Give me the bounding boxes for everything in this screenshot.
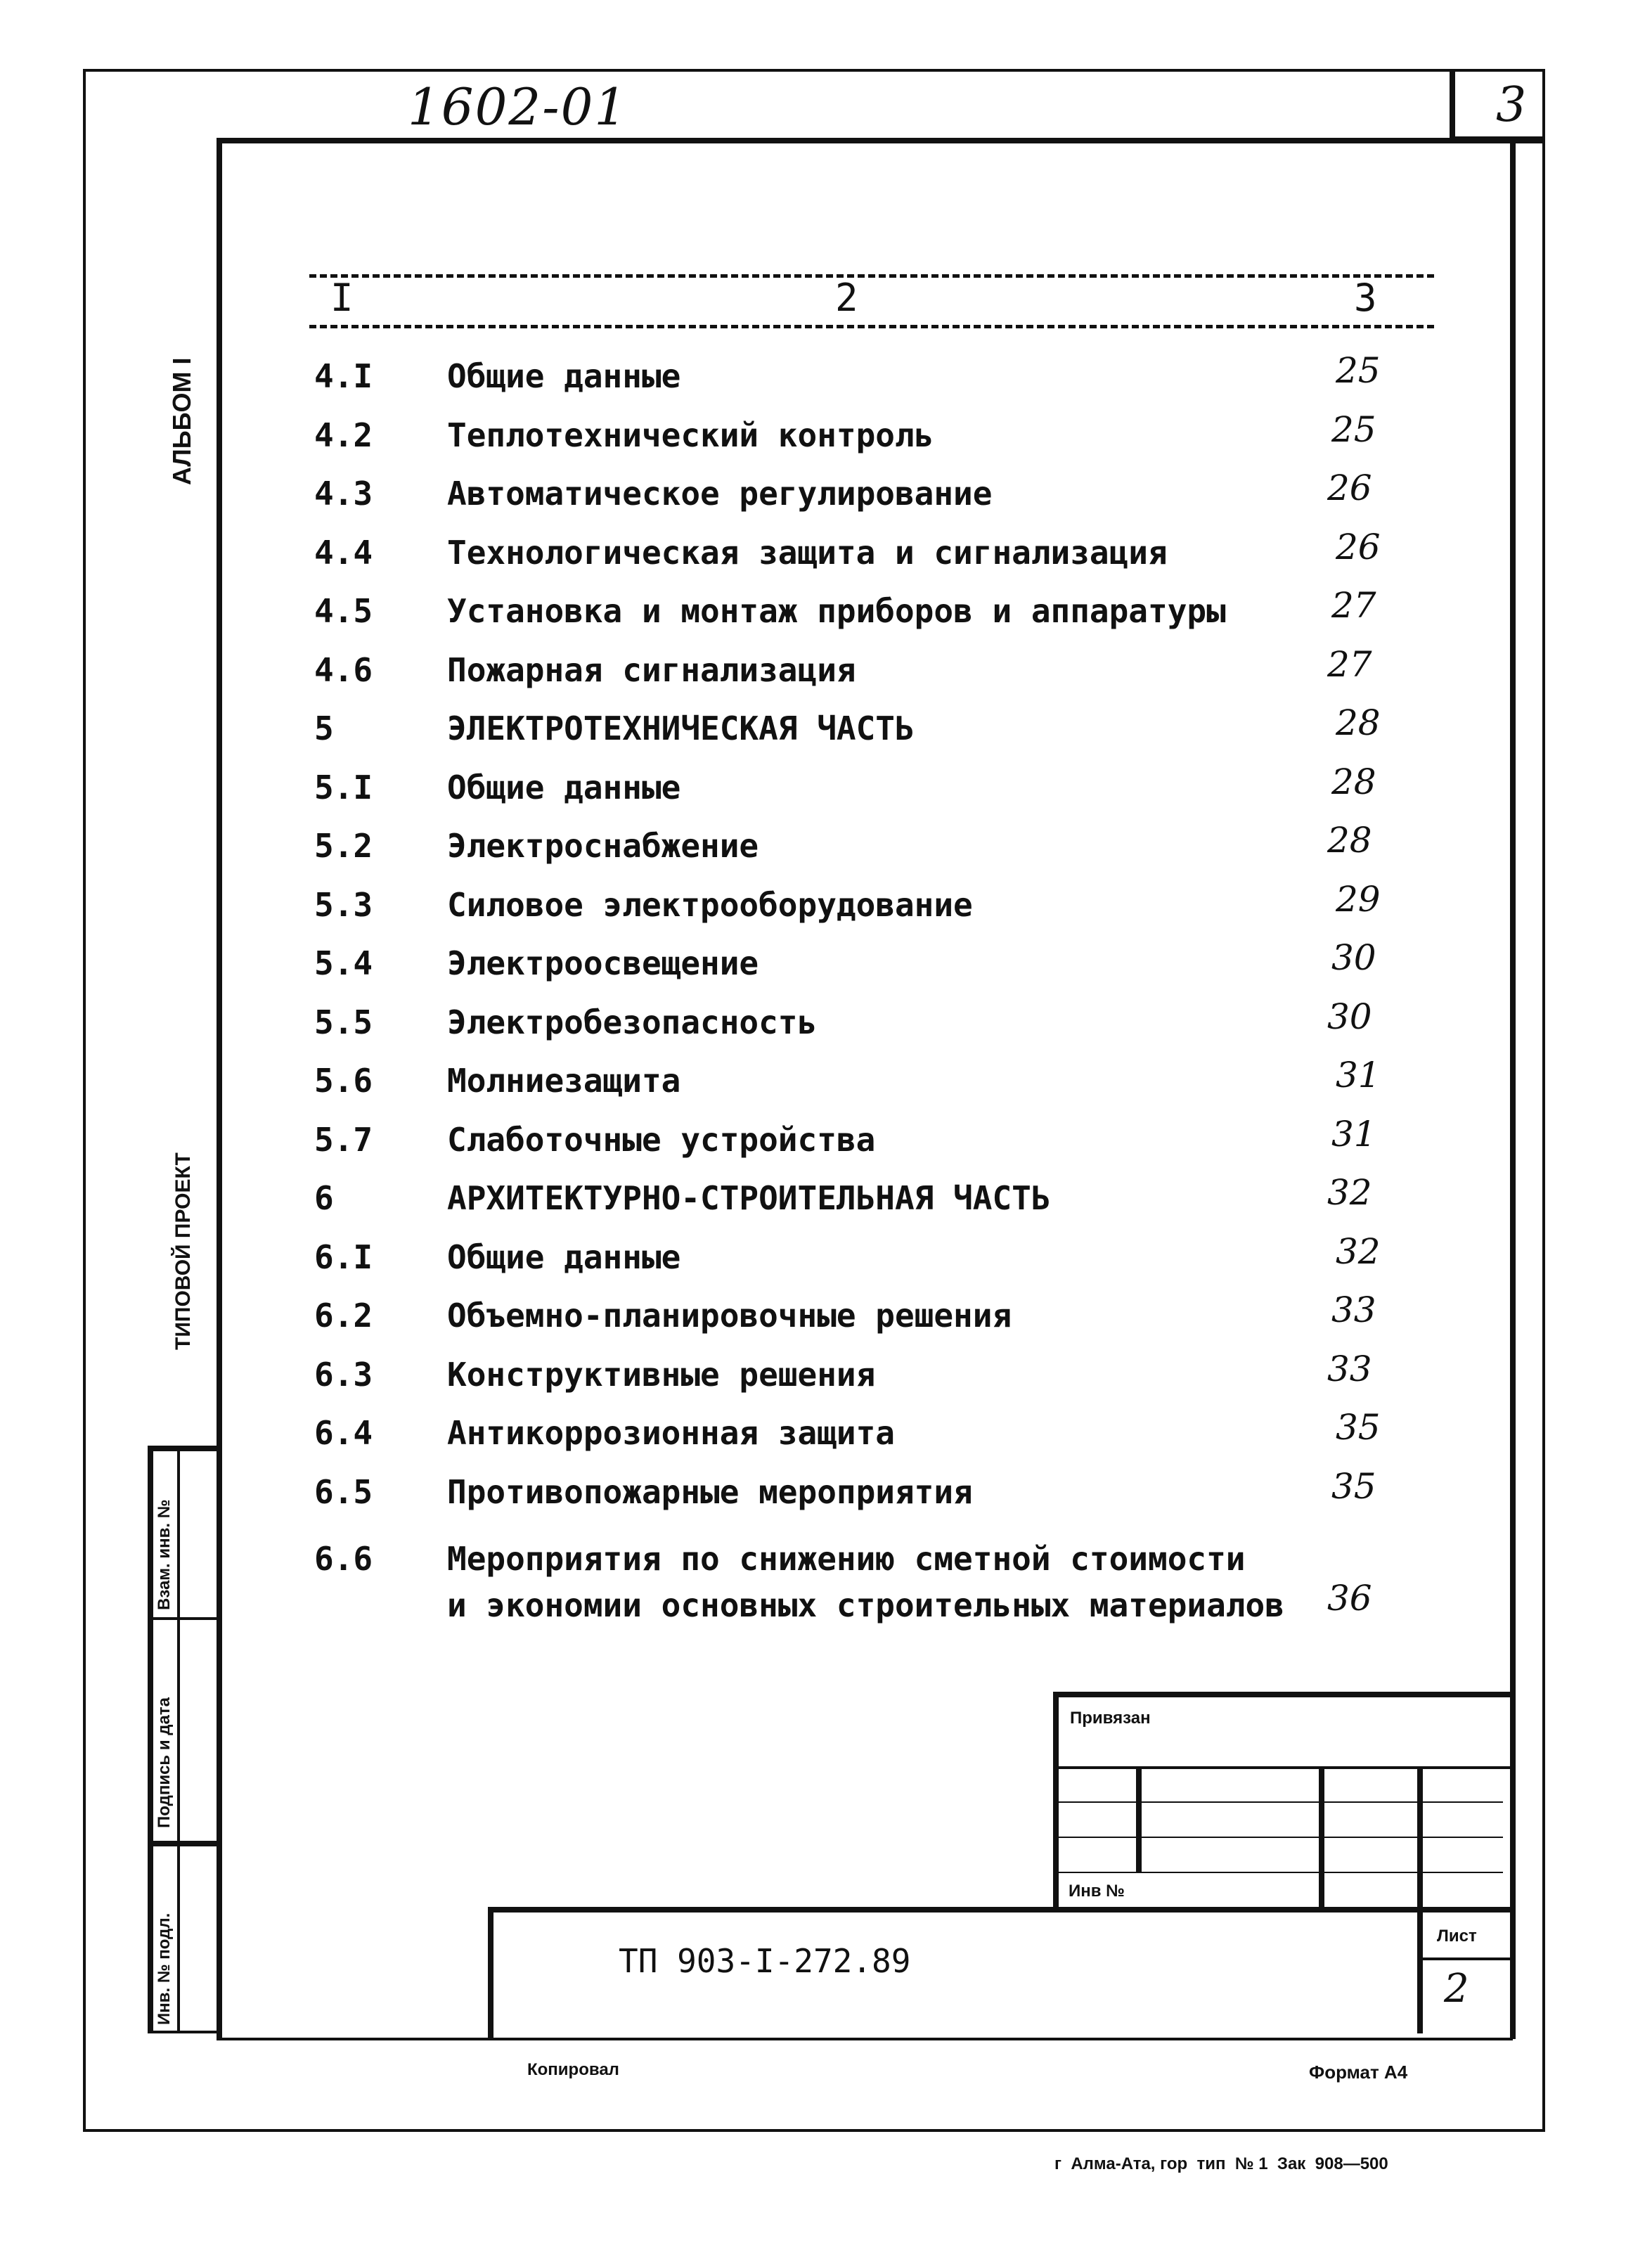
toc-number: 4.2 [314, 416, 373, 454]
stamp-designation-left [488, 1907, 493, 2038]
side-block-mid [177, 1448, 180, 2032]
sheet-corner-number: 3 [1496, 77, 1527, 133]
stamp-designation: ТП 903-I-272.89 [619, 1942, 911, 1980]
stamp-col-3 [1417, 1766, 1423, 2033]
toc-row [0, 1172, 1652, 1235]
toc-page: 27 [1331, 585, 1376, 626]
toc-row [0, 1055, 1652, 1118]
toc-title: Антикоррозионная защита [447, 1414, 895, 1452]
footer-format: Формат А4 [1309, 2062, 1408, 2083]
toc-title: Слаботочные устройства [447, 1120, 876, 1159]
toc-page: 26 [1327, 468, 1372, 508]
toc-title: Теплотехнический контроль [447, 416, 934, 454]
stamp-row-1 [1053, 1766, 1510, 1769]
toc-title: Конструктивные решения [447, 1355, 876, 1394]
toc-title: Установка и монтаж приборов и аппаратуры [447, 592, 1226, 630]
side-block-div-1 [148, 1617, 218, 1620]
toc-title-line-2: и экономии основных строительных материалов [447, 1586, 1284, 1624]
toc-page: 28 [1331, 761, 1376, 802]
stamp-row-4 [1053, 1872, 1503, 1873]
toc-number: 5.I [314, 768, 373, 806]
column-header-top-rule [309, 274, 1434, 278]
toc-row [0, 350, 1652, 413]
corner-box-left [1450, 69, 1455, 139]
toc-page: 32 [1336, 1230, 1381, 1272]
stamp-col-1 [1136, 1766, 1142, 1872]
footer-printer: г Алма-Ата, гор тип № 1 Зак 908—500 [1054, 2154, 1388, 2173]
stamp-row-2 [1053, 1801, 1503, 1803]
toc-title: ЭЛЕКТРОТЕХНИЧЕСКАЯ ЧАСТЬ [447, 709, 915, 747]
toc-row [0, 820, 1652, 883]
toc-page: 35 [1331, 1465, 1376, 1507]
toc-page: 30 [1331, 937, 1376, 978]
stamp-sheet-value: 2 [1444, 1966, 1469, 2012]
stamp-designation-top [488, 1907, 1514, 1912]
toc-title: Электроосвещение [447, 944, 759, 982]
toc-row-last [0, 1540, 1652, 1652]
toc-row [0, 1113, 1652, 1177]
toc-number: 6.4 [314, 1414, 373, 1452]
field-inv-orig: Инв. № подл. [155, 1912, 174, 2025]
column-header-bottom-rule [309, 325, 1434, 328]
side-block-left [148, 1448, 153, 2032]
project-type-label: ТИПОВОЙ ПРОЕКТ [172, 1152, 195, 1350]
toc-title: Силовое электрооборудование [447, 885, 973, 924]
toc-row [0, 585, 1652, 648]
toc-title: Технологическая защита и сигнализация [447, 533, 1168, 572]
stamp-row-3 [1053, 1837, 1503, 1838]
toc-number: 4.3 [314, 475, 373, 513]
toc-number: 4.4 [314, 533, 373, 572]
field-replace-inv: Взам. инв. № [155, 1499, 174, 1610]
toc-number: 6.I [314, 1238, 373, 1276]
toc-title: Молниезащита [447, 1062, 681, 1100]
toc-row [0, 996, 1652, 1060]
toc-page: 28 [1327, 820, 1372, 861]
side-block-top [148, 1446, 218, 1451]
toc-number: 6.2 [314, 1297, 373, 1335]
footer-copied: Копировал [527, 2060, 619, 2079]
stamp-inv-label: Инв № [1069, 1882, 1125, 1901]
toc-page: 32 [1327, 1172, 1372, 1213]
album-label: АЛЬБОМ I [167, 357, 196, 485]
toc-title: Электробезопасность [447, 1003, 818, 1041]
side-block-bottom [148, 2031, 218, 2033]
toc-page: 33 [1327, 1348, 1372, 1389]
toc-page: 28 [1336, 702, 1381, 743]
toc-title: Общие данные [447, 1238, 681, 1276]
toc-row [0, 761, 1652, 825]
column-header-1: I [330, 276, 354, 320]
toc-page: 36 [1327, 1578, 1372, 1619]
toc-number: 5.6 [314, 1062, 373, 1100]
doc-code: 1602-01 [408, 77, 628, 136]
outer-frame-top [83, 69, 1545, 72]
toc-page: 25 [1331, 409, 1376, 450]
stamp-sheet-divider [1417, 1958, 1510, 1960]
toc-title: Общие данные [447, 357, 681, 395]
column-header-2: 2 [835, 276, 858, 320]
toc-row [0, 1407, 1652, 1470]
inner-frame-top [217, 138, 1545, 143]
toc-title: Общие данные [447, 768, 681, 806]
toc-number: 4.5 [314, 592, 373, 630]
toc-number: 4.I [314, 357, 373, 395]
toc-row [0, 409, 1652, 472]
toc-row [0, 643, 1652, 707]
outer-frame-bottom [83, 2129, 1545, 2132]
toc-number: 5.4 [314, 944, 373, 982]
toc-row [0, 526, 1652, 590]
toc-number: 6 [314, 1179, 334, 1217]
toc-number: 5.5 [314, 1003, 373, 1041]
toc-title: Электроснабжение [447, 827, 759, 865]
toc-row [0, 1230, 1652, 1294]
toc-number: 6.6 [314, 1540, 373, 1578]
inner-frame-bottom [217, 2038, 1513, 2040]
toc-page: 35 [1336, 1407, 1381, 1448]
toc-row [0, 878, 1652, 942]
side-block-div-2 [148, 1841, 218, 1846]
toc-row [0, 702, 1652, 766]
toc-page: 25 [1336, 350, 1381, 391]
toc-number: 4.6 [314, 650, 373, 689]
column-header-3: 3 [1354, 276, 1377, 320]
toc-number: 5 [314, 709, 334, 747]
stamp-sheet-label: Лист [1437, 1927, 1477, 1946]
toc-page: 30 [1327, 996, 1372, 1037]
toc-title: Автоматическое регулирование [447, 475, 993, 513]
toc-row [0, 468, 1652, 531]
toc-number: 6.3 [314, 1355, 373, 1394]
toc-title-line-1: Мероприятия по снижению сметной стоимости [447, 1540, 1246, 1578]
toc-page: 33 [1331, 1290, 1376, 1330]
toc-title: Противопожарные мероприятия [447, 1472, 973, 1511]
stamp-top [1053, 1692, 1510, 1697]
toc-title: Объемно-планировочные решения [447, 1297, 1012, 1335]
toc-row [0, 1290, 1652, 1353]
toc-title: Пожарная сигнализация [447, 650, 856, 689]
toc-page: 26 [1336, 526, 1381, 567]
toc-row [0, 1465, 1652, 1529]
toc-number: 5.7 [314, 1120, 373, 1159]
toc-page: 27 [1327, 643, 1372, 685]
field-sign-date: Подпись и дата [155, 1697, 174, 1828]
toc-page: 29 [1336, 878, 1381, 920]
stamp-col-2 [1319, 1766, 1324, 1907]
toc-row [0, 1348, 1652, 1412]
toc-number: 6.5 [314, 1472, 373, 1511]
toc-page: 31 [1331, 1113, 1376, 1155]
toc-title: АРХИТЕКТУРНО-СТРОИТЕЛЬНАЯ ЧАСТЬ [447, 1179, 1051, 1217]
toc-page: 31 [1336, 1055, 1381, 1095]
toc-number: 5.3 [314, 885, 373, 924]
stamp-linked-label: Привязан [1070, 1709, 1151, 1728]
toc-row [0, 937, 1652, 1001]
stamp-left [1053, 1692, 1059, 1910]
toc-number: 5.2 [314, 827, 373, 865]
